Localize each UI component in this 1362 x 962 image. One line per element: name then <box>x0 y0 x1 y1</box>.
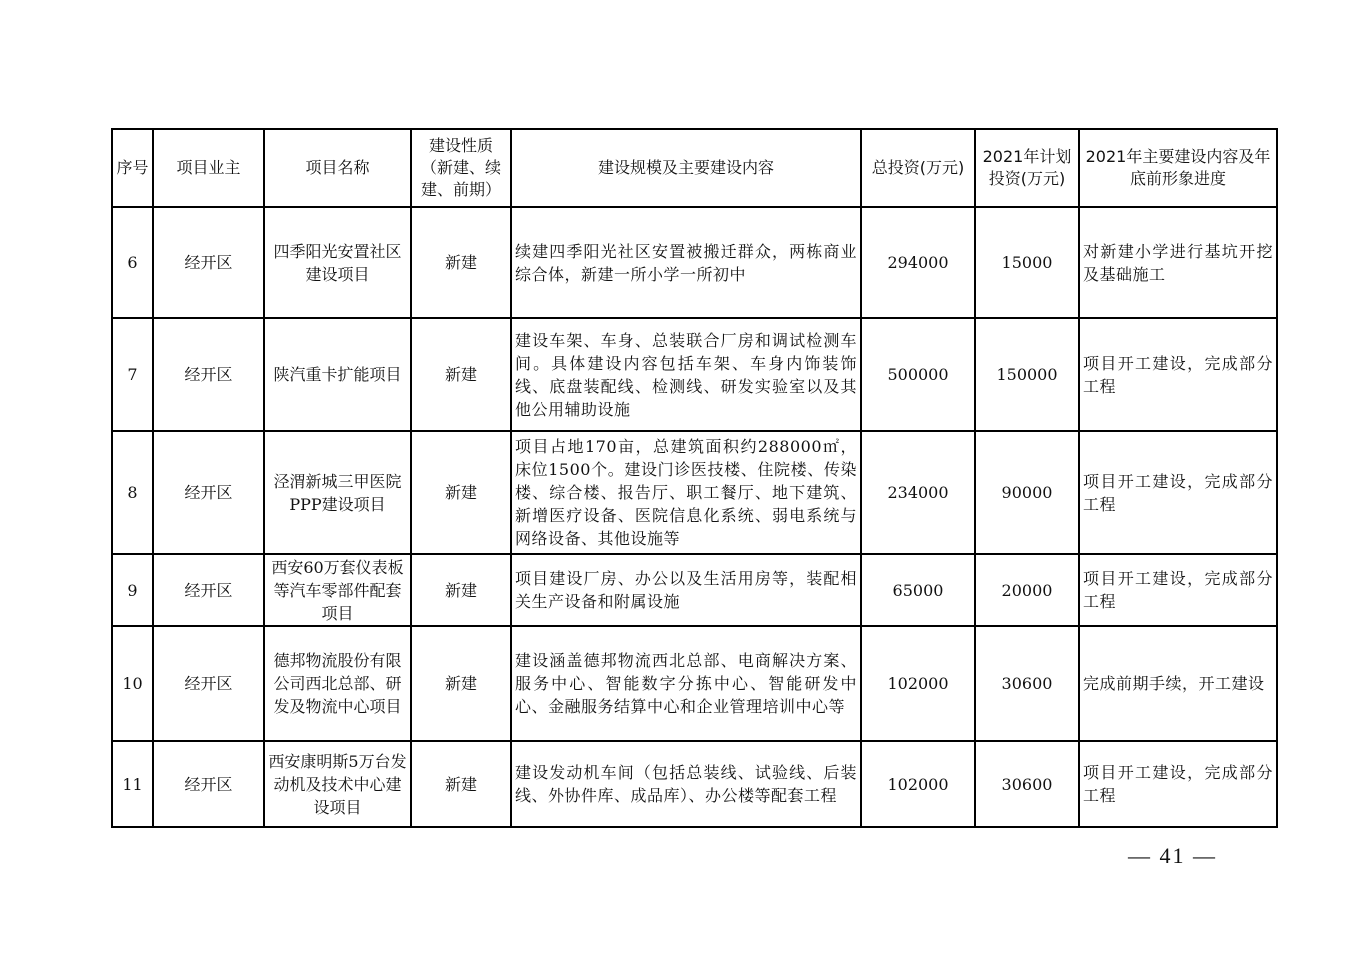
cell-owner: 经开区 <box>153 741 264 827</box>
table-row <box>112 318 1277 431</box>
cell-seq: 6 <box>112 207 153 318</box>
header-seq: 序号 <box>112 129 153 207</box>
cell-name: 四季阳光安置社区建设项目 <box>264 207 411 318</box>
cell-total: 294000 <box>861 207 975 318</box>
cell-name: 陕汽重卡扩能项目 <box>264 318 411 431</box>
cell-total: 102000 <box>861 626 975 741</box>
cell-plan: 90000 <box>975 431 1079 554</box>
header-progress: 2021年主要建设内容及年底前形象进度 <box>1079 129 1277 207</box>
cell-nature: 新建 <box>411 318 511 431</box>
cell-seq: 10 <box>112 626 153 741</box>
cell-progress: 项目开工建设，完成部分工程 <box>1079 554 1277 626</box>
table-row <box>112 741 1277 827</box>
header-content: 建设规模及主要建设内容 <box>511 129 861 207</box>
cell-content: 建设涵盖德邦物流西北总部、电商解决方案、服务中心、智能数字分拣中心、智能研发中心、金融服务结算中心和企业管理培训中心等 <box>511 626 861 741</box>
cell-plan: 30600 <box>975 626 1079 741</box>
cell-total: 234000 <box>861 431 975 554</box>
cell-progress: 项目开工建设，完成部分工程 <box>1079 431 1277 554</box>
table-row <box>112 207 1277 318</box>
cell-nature: 新建 <box>411 554 511 626</box>
page-number: — 41 — <box>1128 843 1217 868</box>
cell-total: 102000 <box>861 741 975 827</box>
cell-seq: 11 <box>112 741 153 827</box>
cell-name: 德邦物流股份有限公司西北总部、研发及物流中心项目 <box>264 626 411 741</box>
cell-name: 西安60万套仪表板等汽车零部件配套项目 <box>264 554 411 626</box>
cell-owner: 经开区 <box>153 318 264 431</box>
cell-name: 泾渭新城三甲医院PPP建设项目 <box>264 431 411 554</box>
cell-nature: 新建 <box>411 741 511 827</box>
header-nature: 建设性质（新建、续建、前期） <box>411 129 511 207</box>
table-row <box>112 626 1277 741</box>
cell-content: 项目占地170亩，总建筑面积约288000㎡，床位1500个。建设门诊医技楼、住院楼、传染楼、综合楼、报告厅、职工餐厅、地下建筑、新增医疗设备、医院信息化系统、弱电系统与网络设备、其他设施等 <box>511 431 861 554</box>
cell-progress: 项目开工建设，完成部分工程 <box>1079 318 1277 431</box>
header-plan: 2021年计划投资(万元) <box>975 129 1079 207</box>
cell-plan: 30600 <box>975 741 1079 827</box>
cell-name: 西安康明斯5万台发动机及技术中心建设项目 <box>264 741 411 827</box>
cell-content: 续建四季阳光社区安置被搬迁群众，两栋商业综合体，新建一所小学一所初中 <box>511 207 861 318</box>
cell-content: 建设车架、车身、总装联合厂房和调试检测车间。具体建设内容包括车架、车身内饰装饰线、底盘装配线、检测线、研发实验室以及其他公用辅助设施 <box>511 318 861 431</box>
cell-nature: 新建 <box>411 626 511 741</box>
cell-seq: 7 <box>112 318 153 431</box>
cell-progress: 完成前期手续，开工建设 <box>1079 626 1277 741</box>
cell-nature: 新建 <box>411 207 511 318</box>
cell-plan: 15000 <box>975 207 1079 318</box>
cell-nature: 新建 <box>411 431 511 554</box>
table-row <box>112 431 1277 554</box>
cell-progress: 项目开工建设，完成部分工程 <box>1079 741 1277 827</box>
cell-total: 65000 <box>861 554 975 626</box>
cell-progress: 对新建小学进行基坑开挖及基础施工 <box>1079 207 1277 318</box>
header-name: 项目名称 <box>264 129 411 207</box>
cell-seq: 9 <box>112 554 153 626</box>
project-table <box>111 128 1278 828</box>
cell-content: 建设发动机车间（包括总装线、试验线、后装线、外协件库、成品库）、办公楼等配套工程 <box>511 741 861 827</box>
cell-seq: 8 <box>112 431 153 554</box>
cell-owner: 经开区 <box>153 626 264 741</box>
cell-owner: 经开区 <box>153 431 264 554</box>
table-row <box>112 554 1277 626</box>
cell-owner: 经开区 <box>153 207 264 318</box>
cell-content: 项目建设厂房、办公以及生活用房等，装配相关生产设备和附属设施 <box>511 554 861 626</box>
cell-plan: 20000 <box>975 554 1079 626</box>
cell-total: 500000 <box>861 318 975 431</box>
header-total: 总投资(万元) <box>861 129 975 207</box>
cell-plan: 150000 <box>975 318 1079 431</box>
header-row <box>112 129 1277 207</box>
cell-owner: 经开区 <box>153 554 264 626</box>
header-owner: 项目业主 <box>153 129 264 207</box>
